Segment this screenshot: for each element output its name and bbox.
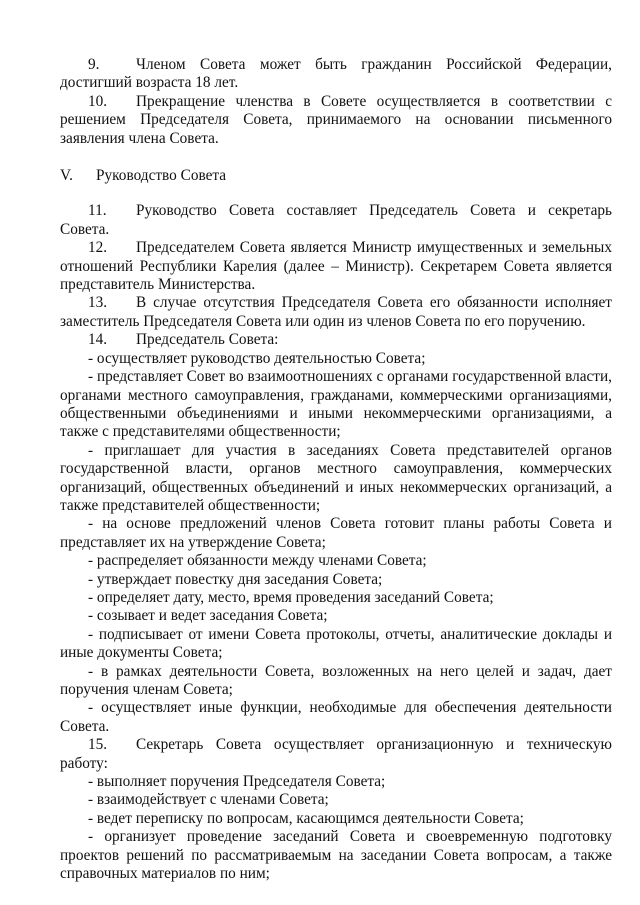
- item-text: Членом Совета может быть гражданин Российской Федерации, достигший возраста 18 лет.: [60, 56, 612, 92]
- chair-duty: - созывает и ведет заседания Совета;: [88, 607, 328, 625]
- chair-duty: - представляет Совет во взаимоотношениях с органами государственной власти, органами местного самоуправления, гражданами, коммерческими организациями, общественными объединениями и иными некоммерческими организациями, а также с представителями общественности;: [60, 368, 612, 441]
- chair-duty: - определяет дату, место, время проведения заседаний Совета;: [88, 588, 494, 606]
- item-number: 13.: [88, 294, 108, 312]
- chair-duty: - осуществляет иные функции, необходимые для обеспечения деятельности Совета.: [60, 699, 612, 735]
- item-number: 11.: [88, 202, 107, 220]
- item-text: Секретарь Совета осуществляет организационную и техническую работу:: [60, 736, 612, 772]
- item-text: Председателем Совета является Министр имущественных и земельных отношений Республики Карелия (далее – Министр). Секретарем Совета является представитель Министерства.: [60, 239, 612, 294]
- secretary-duty: - организует проведение заседаний Совета и своевременную подготовку проектов решений по рассматриваемым на заседании Совета вопросам, а также справочных материалов по ним;: [60, 828, 612, 883]
- chair-duty: - на основе предложений членов Совета готовит планы работы Совета и представляет их на утверждение Совета;: [60, 515, 612, 551]
- item-number: 9.: [88, 56, 100, 73]
- item-text: Руководство Совета составляет Председатель Совета и секретарь Совета.: [60, 202, 612, 238]
- section-heading: [60, 167, 612, 185]
- item-number: 15.: [88, 736, 108, 754]
- paragraph-item-14: [60, 331, 612, 349]
- item-number: 14.: [88, 331, 108, 349]
- chair-duty: - в рамках деятельности Совета, возложенных на него целей и задач, дает поручения членам Совета;: [60, 662, 612, 698]
- secretary-duty: - ведет переписку по вопросам, касающимся деятельности Совета;: [88, 809, 524, 827]
- paragraph-item-11: [60, 202, 612, 239]
- secretary-duty: - взаимодействует с членами Совета;: [88, 791, 329, 809]
- chair-duty: - приглашает для участия в заседаниях Совета представителей органов государственной власти, органов местного самоуправления, коммерческих организаций, общественных объединений и иных некоммерческих организаций, а также представителей общественности;: [60, 441, 612, 514]
- chair-duty: - осуществляет руководство деятельностью Совета;: [88, 349, 426, 367]
- section-numeral: V.: [60, 167, 73, 185]
- document-page: [60, 56, 612, 883]
- chair-duty: - утверждает повестку дня заседания Совета;: [88, 570, 383, 588]
- item-text: Председатель Совета:: [136, 331, 279, 349]
- paragraph-item-13: [60, 294, 612, 331]
- paragraph-item-12: [60, 239, 612, 294]
- section-title: Руководство Совета: [96, 167, 227, 185]
- secretary-duty: - выполняет поручения Председателя Совета;: [88, 773, 386, 791]
- chair-duty: - распределяет обязанности между членами Совета;: [88, 552, 427, 570]
- chair-duty: - подписывает от имени Совета протоколы, отчеты, аналитические доклады и иные документы Совета;: [60, 625, 612, 662]
- item-text: В случае отсутствия Председателя Совета его обязанности исполняет заместитель Председателя Совета или один из членов Совета по его поручению.: [60, 294, 612, 330]
- item-number: 10.: [88, 92, 108, 110]
- item-number: 12.: [88, 239, 108, 257]
- paragraph-item-15: [60, 736, 612, 773]
- item-text: Прекращение членства в Совете осуществляется в соответствии с решением Председателя Совета, принимаемого на основании письменного заявления члена Совета.: [60, 92, 612, 147]
- paragraph-item-10: [60, 93, 612, 148]
- paragraph-item-9: [60, 56, 612, 93]
